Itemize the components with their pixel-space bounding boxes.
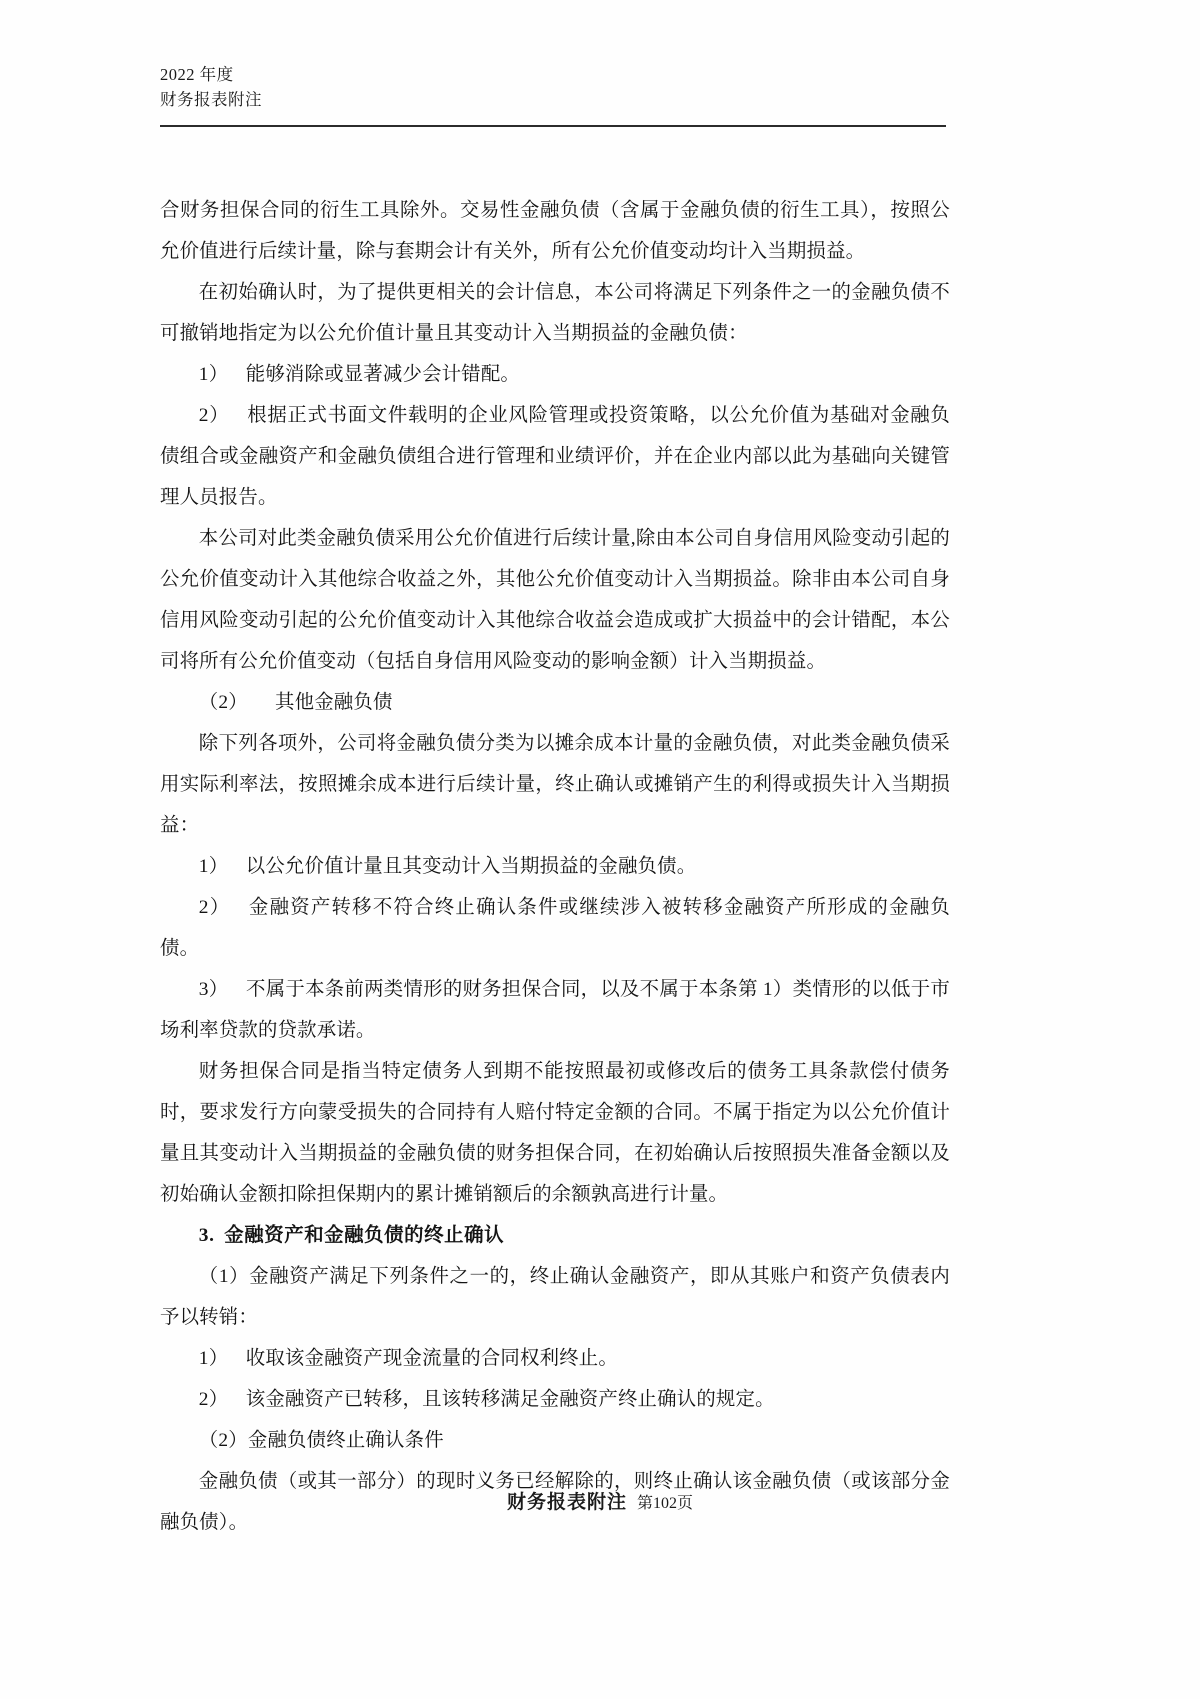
list-marker: 3） <box>198 979 229 1000</box>
subsection-2 <box>160 682 950 723</box>
list-marker: 2） <box>198 405 230 426</box>
paragraph-8: 金融负债（或其一部分）的现时义务已经解除的，则终止确认该金融负债（或该部分金融负债）。 <box>160 1471 950 1533</box>
list-item-text: 以公允价值计量且其变动计入当期损益的金融负债。 <box>245 856 697 877</box>
paragraph-3: 本公司对此类金融负债采用公允价值进行后续计量,除由本公司自身信用风险变动引起的公允价值变动计入其他综合收益之外，其他公允价值变动计入当期损益。除非由本公司自身信用风险变动引起的公允价值变动计入其他综合收益会造成或扩大损益中的会计错配，本公司将所有公允价值变动（包括自身信用风险变动的影响金额）计入当期损益。 <box>160 528 950 672</box>
footer-title: 财务报表附注 <box>506 1492 627 1513</box>
list-marker: 2） <box>198 1389 229 1410</box>
list-item-text: 不属于本条前两类情形的财务担保合同，以及不属于本条第 1）类情形的以低于市场利率贷款的贷款承诺。 <box>160 979 950 1041</box>
list-item-text: 能够消除或显著减少会计错配。 <box>245 364 521 385</box>
paragraph-5: 财务担保合同是指当特定债务人到期不能按照最初或修改后的债务工具条款偿付债务时，要求发行方向蒙受损失的合同持有人赔付特定金额的合同。不属于指定为以公允价值计量且其变动计入当期损益的金融负债的财务担保合同，在初始确认后按照损失准备金额以及初始确认金额扣除担保期内的累计摊销额后的余额孰高进行计量。 <box>160 1061 950 1205</box>
section-number: 3. <box>198 1225 215 1246</box>
section-heading-3 <box>160 1215 950 1256</box>
subsection-marker: （2） <box>198 692 248 713</box>
page-header <box>160 62 946 112</box>
list-marker: 2） <box>198 897 231 918</box>
document-body <box>160 190 950 1543</box>
paragraph-4: 除下列各项外，公司将金融负债分类为以摊余成本计量的金融负债，对此类金融负债采用实际利率法，按照摊余成本进行后续计量，终止确认或摊销产生的利得或损失计入当期损益： <box>160 733 950 836</box>
list-item-text: 该金融资产已转移，且该转移满足金融资产终止确认的规定。 <box>245 1389 775 1410</box>
list-item <box>160 969 950 1051</box>
header-year: 2022 年度 <box>160 65 234 84</box>
paragraph-1: 合财务担保合同的衍生工具除外。交易性金融负债（含属于金融负债的衍生工具），按照公允价值进行后续计量，除与套期会计有关外，所有公允价值变动均计入当期损益。 <box>160 200 950 262</box>
list-item <box>160 395 950 518</box>
paragraph-2: 在初始确认时，为了提供更相关的会计信息，本公司将满足下列条件之一的金融负债不可撤销地指定为以公允价值计量且其变动计入当期损益的金融负债： <box>160 282 950 344</box>
header-subtitle: 财务报表附注 <box>160 90 262 109</box>
subsection-title: 其他金融负债 <box>275 692 393 713</box>
list-item-text: 收取该金融资产现金流量的合同权利终止。 <box>245 1348 618 1369</box>
list-item <box>160 354 950 395</box>
paragraph-7: （2）金融负债终止确认条件 <box>198 1430 444 1451</box>
page-footer <box>0 1487 1200 1514</box>
section-title: 金融资产和金融负债的终止确认 <box>224 1225 505 1246</box>
list-item-text: 金融资产转移不符合终止确认条件或继续涉入被转移金融资产所形成的金融负债。 <box>160 897 950 959</box>
header-divider <box>160 125 946 127</box>
list-item <box>160 887 950 969</box>
list-item-text: 根据正式书面文件载明的企业风险管理或投资策略，以公允价值为基础对金融负债组合或金融资产和金融负债组合进行管理和业绩评价，并在企业内部以此为基础向关键管理人员报告。 <box>160 405 950 508</box>
list-marker: 1） <box>198 1348 229 1369</box>
list-item <box>160 1338 950 1379</box>
list-marker: 1） <box>198 856 229 877</box>
paragraph-6: （1）金融资产满足下列条件之一的，终止确认金融资产，即从其账户和资产负债表内予以转销： <box>160 1266 950 1328</box>
list-marker: 1） <box>198 364 229 385</box>
list-item <box>160 846 950 887</box>
footer-page-number: 第102页 <box>637 1495 694 1512</box>
list-item <box>160 1379 950 1420</box>
